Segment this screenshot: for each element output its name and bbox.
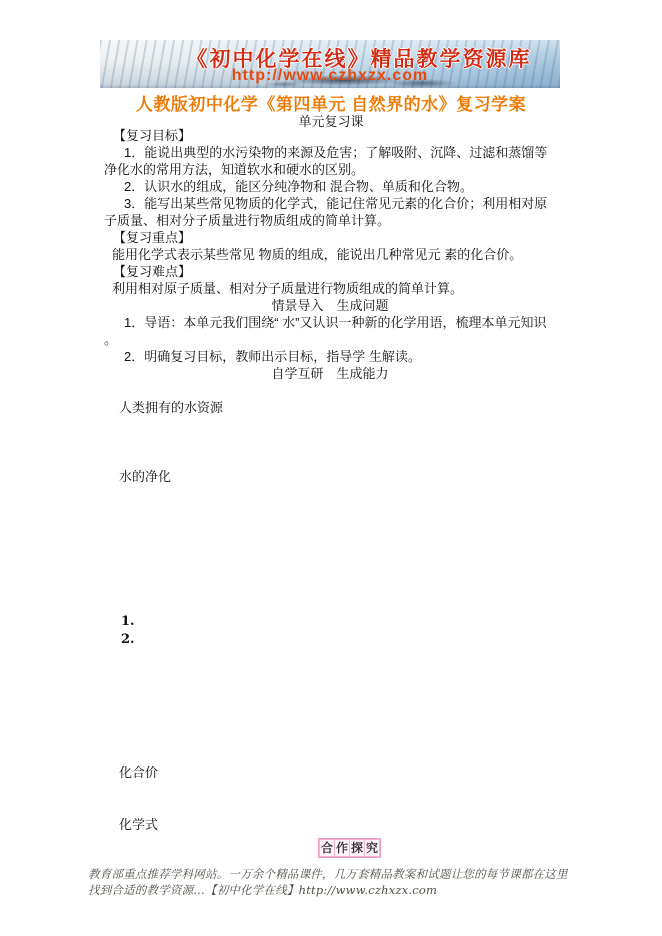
page-subtitle: 单元复习课: [298, 114, 364, 129]
footer-promo-text: 教育部重点推荐学科网站。一万余个精品课件，几万套精品教案和试题让您的每节课都在这里找到合适的教学资源…【初中化学在线】http://www.czhxzx.com: [88, 867, 568, 897]
label-list-number-1: 1.: [121, 614, 135, 629]
review-goal-item-3: 3．能写出某些常见物质的化学式，能记住常见元素的化合价；利用相对原子质量、相对分子质量进行物质组成的简单计算。: [104, 196, 548, 228]
badge-char: 合: [320, 841, 333, 855]
site-banner-title: 《初中化学在线》精品教学资源库: [186, 46, 532, 71]
review-goal-item-1: 1．能说出典型的水污染物的来源及危害；了解吸附、沉降、过滤和蒸馏等净化水的常用方法，知道软水和硬水的区别。: [104, 145, 548, 177]
page-title: 人教版初中化学《第四单元 自然界的水》复习学案: [135, 95, 527, 114]
cooperation-explore-badge: [318, 838, 381, 858]
label-valence: 化合价: [119, 765, 159, 780]
label-list-number-2: 2.: [121, 632, 135, 647]
label-water-purification: 水的净化: [119, 469, 172, 484]
section-banner-situation: 情景导入 生成问题: [271, 298, 389, 313]
review-goal-header: 【复习目标】: [113, 128, 192, 143]
review-difficult-header: 【复习难点】: [113, 264, 192, 279]
review-key-header: 【复习重点】: [113, 230, 192, 245]
badge-char: 作: [335, 841, 348, 855]
situation-item-1: 1．导语：本单元我们围绕“ 水”又认识一种新的化学用语，梳理本单元知识 。: [104, 315, 547, 347]
review-goal-item-2: 2．认识水的组成，能区分纯净物和 混合物、单质和化合物。: [124, 179, 473, 194]
badge-char: 究: [365, 841, 378, 855]
label-water-resources: 人类拥有的水资源: [119, 400, 224, 415]
situation-item-2: 2．明确复习目标，教师出示目标，指导学 生解读。: [124, 349, 421, 364]
label-chemical-formula: 化学式: [119, 817, 159, 832]
section-banner-self-study: 自学互研 生成能力: [271, 366, 389, 381]
review-key-text: 能用化学式表示某些常见 物质的组成，能说出几种常见元 素的化合价。: [112, 247, 523, 262]
body-text: [104, 127, 556, 382]
site-banner-url-link[interactable]: http://www.czhxzx.com: [231, 67, 429, 84]
review-difficult-text: 利用相对原子质量、相对分子质量进行物质组成的简单计算。: [112, 281, 464, 296]
site-banner-image: [100, 40, 560, 88]
badge-char: 探: [350, 841, 363, 855]
